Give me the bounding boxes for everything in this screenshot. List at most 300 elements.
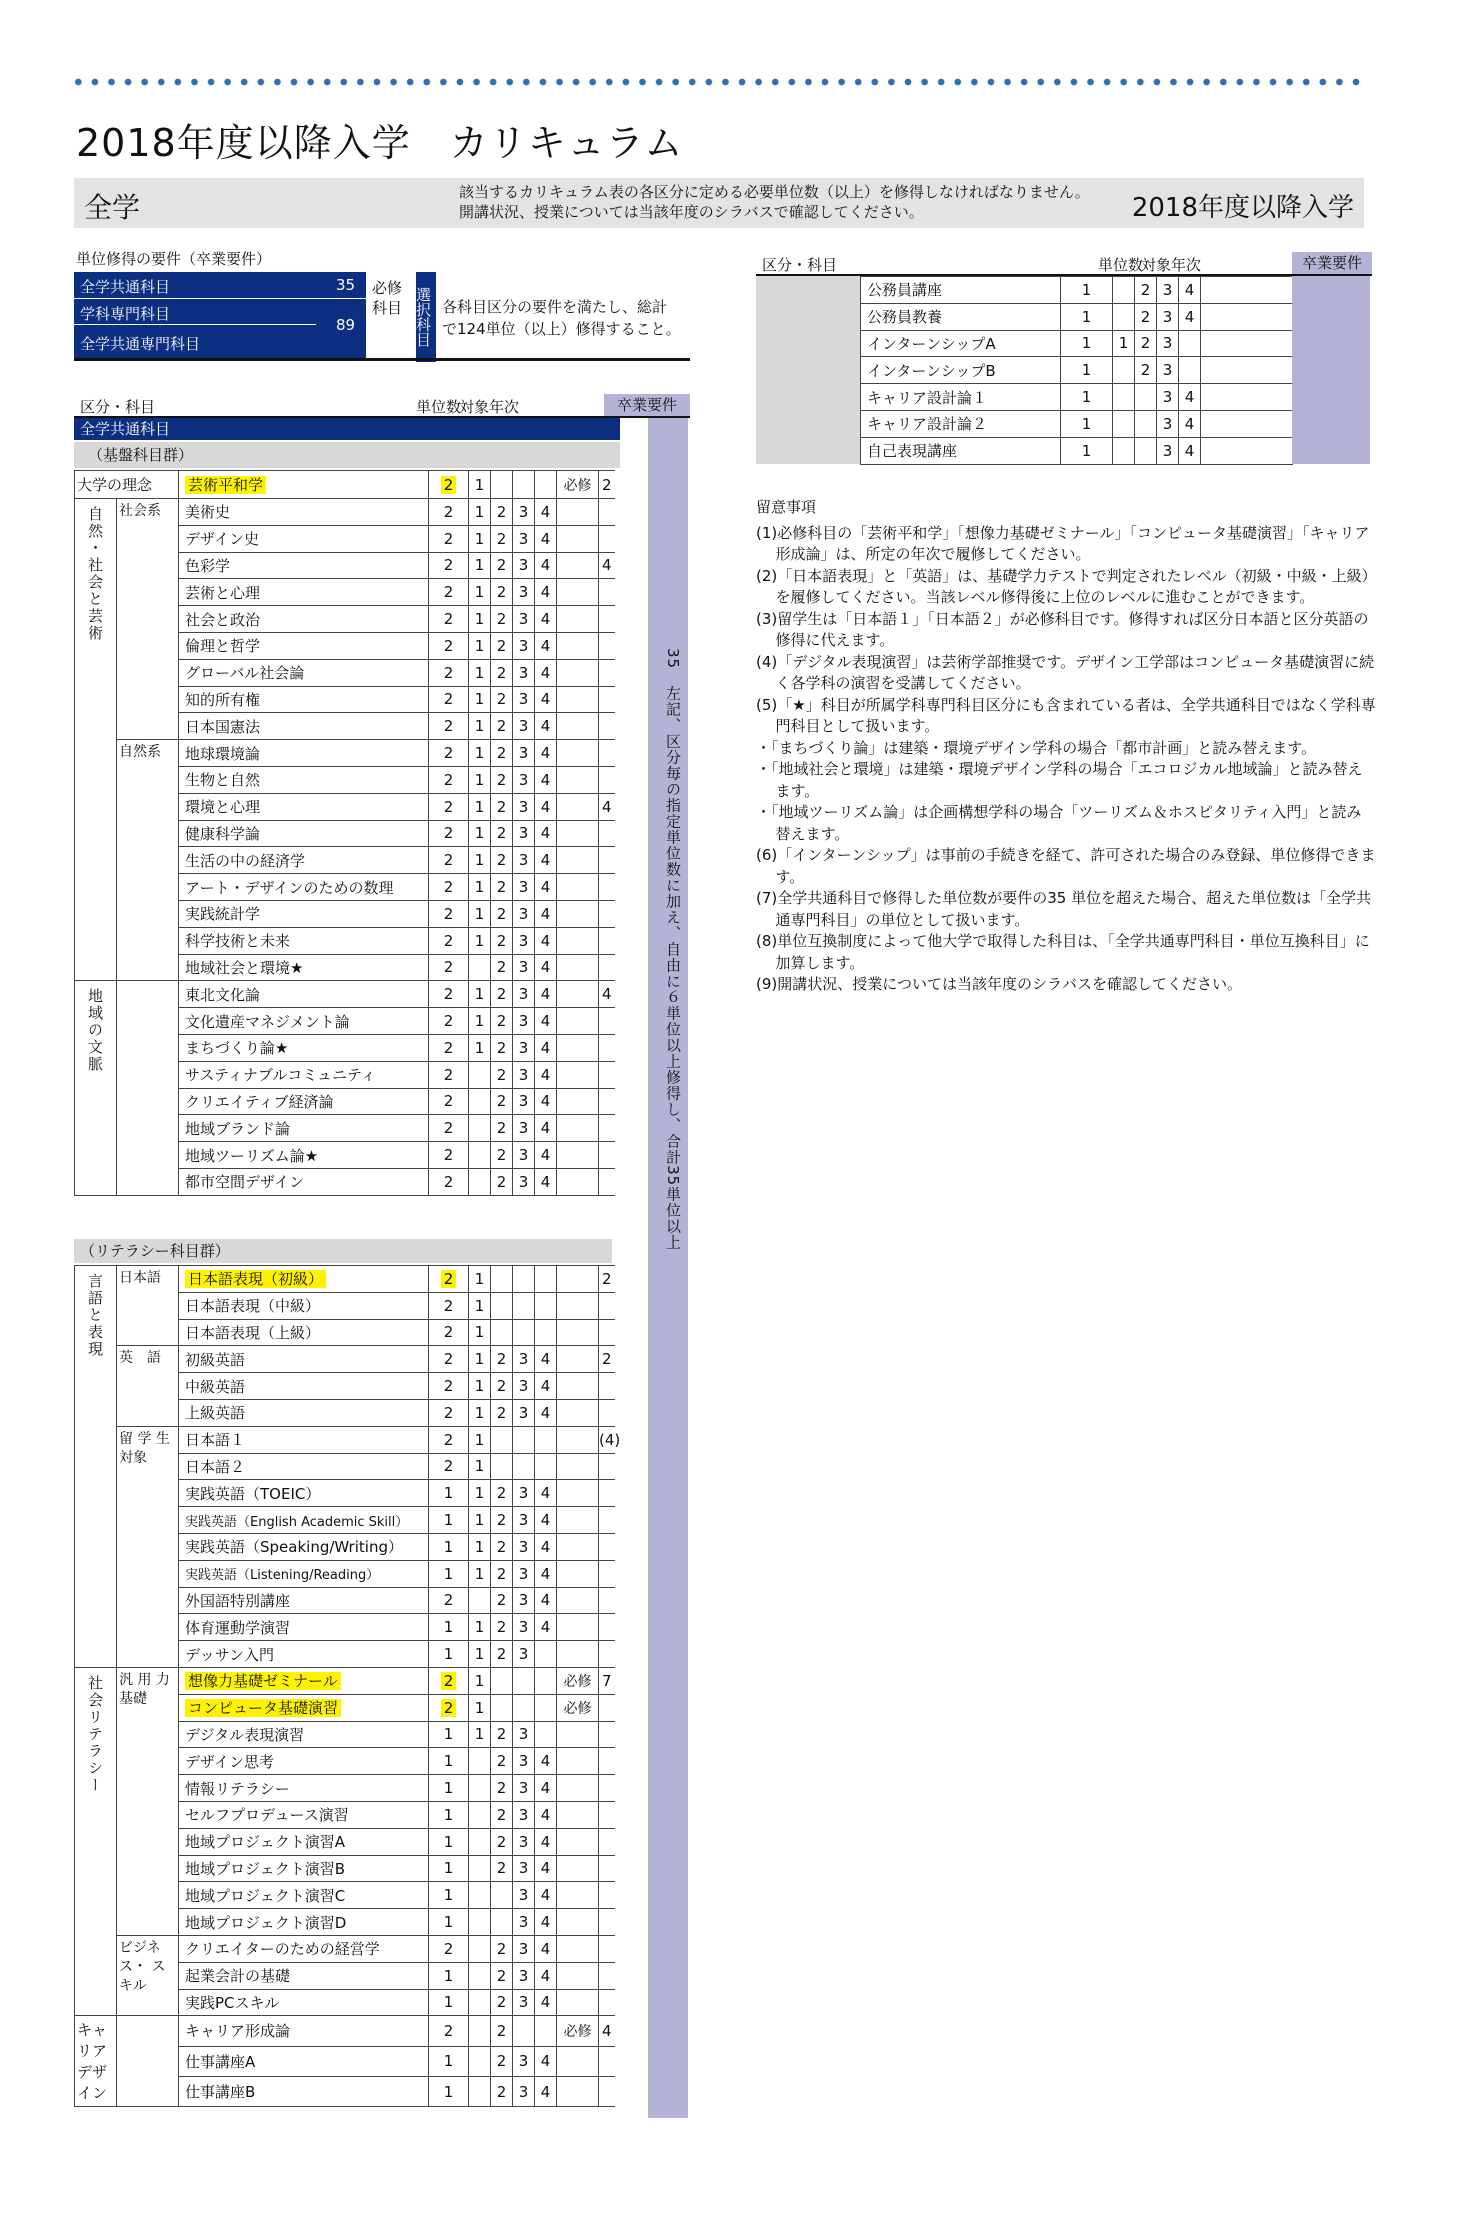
units-cell: 1: [429, 1480, 469, 1507]
required-cell: [557, 1426, 599, 1453]
year-cell: 1: [469, 1533, 491, 1560]
subject-name: 色彩学: [179, 552, 429, 579]
units-cell: 2: [429, 981, 469, 1008]
right-gray-block: [756, 276, 860, 464]
note-item: ・「まちづくり論」は建築・環境デザイン学科の場合「都市計画」と読み替えます。: [756, 738, 1317, 757]
table-row: [75, 1935, 615, 1962]
page-title: 2018年度以降入学 カリキュラム: [76, 121, 684, 165]
units-cell: 2: [429, 820, 469, 847]
required-cell: [557, 632, 599, 659]
year-cell: 1: [469, 1694, 491, 1721]
units-cell: 2: [429, 1168, 469, 1195]
year-cell: 4: [535, 1614, 557, 1641]
year-cell: 2: [491, 954, 513, 981]
required-cell: [557, 1373, 599, 1400]
required-cell: [557, 659, 599, 686]
year-cell: 1: [469, 1480, 491, 1507]
year-cell: 3: [513, 1614, 535, 1641]
required-cell: [557, 1775, 599, 1802]
grad-units-cell: [599, 1962, 615, 1989]
units-cell: 1: [1061, 410, 1113, 437]
year-cell: 2: [491, 713, 513, 740]
required-cell: [557, 1008, 599, 1035]
year-cell: [469, 1882, 491, 1909]
year-cell: 4: [1179, 277, 1201, 304]
subject-name: 日本語表現（上級）: [179, 1319, 429, 1346]
note-item: (8)単位互換制度によって他大学で取得した科目は、「全学共通専門科目・単位互換科目」に加算します。: [756, 932, 1370, 972]
grad-units-cell: [599, 525, 615, 552]
subject-name: 地域プロジェクト演習C: [179, 1882, 429, 1909]
units-cell: 1: [429, 1533, 469, 1560]
subject-name: 倫理と哲学: [179, 632, 429, 659]
year-cell: 3: [513, 1935, 535, 1962]
year-cell: 4: [535, 1168, 557, 1195]
year-cell: 2: [491, 1935, 513, 1962]
units-cell: 2: [429, 1399, 469, 1426]
required-cell: [557, 713, 599, 740]
year-cell: 3: [513, 1587, 535, 1614]
year-cell: 2: [491, 1480, 513, 1507]
units-cell: 2: [429, 686, 469, 713]
subject-name: 中級英語: [179, 1373, 429, 1400]
grad-units-cell: [599, 1480, 615, 1507]
year-cell: 4: [535, 766, 557, 793]
units-cell: 1: [429, 1721, 469, 1748]
year-cell: [491, 471, 513, 499]
year-cell: 4: [535, 686, 557, 713]
year-cell: 3: [513, 1909, 535, 1936]
subject-name: コンピュータ基礎演習: [179, 1694, 429, 1721]
required-cell: 必修: [557, 471, 599, 499]
subject-name: 公務員講座: [861, 277, 1061, 304]
required-cell: [557, 1061, 599, 1088]
subgroup-label: 社会系: [117, 499, 179, 740]
note-item: (3)留学生は「日本語１」「日本語２」が必修科目です。修得すれば区分日本語と区分英語の修得に代えます。: [756, 609, 1369, 649]
units-cell: 1: [429, 1641, 469, 1668]
note-item: (5)「★」科目が所属学科専門科目区分にも含まれている者は、全学共通科目ではなく学科専門科目として扱います。: [756, 695, 1376, 735]
year-cell: [469, 1989, 491, 2016]
required-cell: [557, 1507, 599, 1534]
year-cell: 2: [491, 659, 513, 686]
year-cell: 3: [513, 2046, 535, 2076]
year-cell: 1: [469, 552, 491, 579]
general-subjects-bar: 全学共通科目: [74, 418, 620, 440]
year-cell: 4: [535, 1989, 557, 2016]
year-cell: 4: [535, 954, 557, 981]
units-cell: 1: [429, 1614, 469, 1641]
subject-name: デザイン史: [179, 525, 429, 552]
subject-name: 環境と心理: [179, 793, 429, 820]
grad-units-cell: [599, 1989, 615, 2016]
year-cell: [535, 1694, 557, 1721]
year-cell: 4: [535, 981, 557, 1008]
year-cell: 1: [469, 1034, 491, 1061]
units-cell: 2: [429, 606, 469, 633]
year-cell: [469, 1801, 491, 1828]
year-cell: [469, 2046, 491, 2076]
requirements-box: [74, 272, 690, 358]
required-cell: [557, 2076, 599, 2106]
literacy-table: [74, 1265, 621, 2107]
year-cell: [513, 471, 535, 499]
year-cell: 4: [535, 1034, 557, 1061]
year-cell: [469, 1061, 491, 1088]
band-year: 2018年度以降入学: [1131, 193, 1354, 223]
units-cell: 2: [429, 847, 469, 874]
year-cell: [513, 1694, 535, 1721]
year-cell: 4: [535, 1560, 557, 1587]
subgroup-label: 汎 用 力 基礎: [117, 1667, 179, 1935]
year-cell: 1: [469, 874, 491, 901]
required-cell: [557, 1882, 599, 1909]
year-cell: 1: [469, 1641, 491, 1668]
units-cell: 2: [429, 1453, 469, 1480]
year-cell: [469, 1587, 491, 1614]
blank-cell: [1201, 277, 1293, 304]
year-cell: 1: [469, 471, 491, 499]
grad-units-cell: [599, 1614, 615, 1641]
required-cell: [557, 1480, 599, 1507]
year-cell: 1: [1113, 330, 1135, 357]
units-cell: 1: [429, 1989, 469, 2016]
blank-cell: [1201, 330, 1293, 357]
year-cell: 1: [469, 900, 491, 927]
year-cell: [513, 1266, 535, 1293]
year-cell: 2: [491, 2016, 513, 2046]
year-cell: 1: [469, 1008, 491, 1035]
units-cell: 2: [429, 499, 469, 526]
units-cell: 2: [429, 954, 469, 981]
year-cell: [535, 1292, 557, 1319]
year-cell: 2: [491, 900, 513, 927]
year-cell: 4: [535, 1748, 557, 1775]
year-cell: 4: [535, 1373, 557, 1400]
year-cell: 3: [1157, 330, 1179, 357]
subject-name: 実践PCスキル: [179, 1989, 429, 2016]
year-cell: 1: [469, 793, 491, 820]
year-cell: 3: [513, 1855, 535, 1882]
year-cell: 4: [535, 1088, 557, 1115]
blank-cell: [1201, 437, 1293, 464]
year-cell: 1: [469, 1266, 491, 1293]
subject-name: 日本語表現（初級）: [179, 1266, 429, 1293]
year-cell: 2: [1135, 303, 1157, 330]
required-cell: [557, 1909, 599, 1936]
units-cell: 1: [429, 2046, 469, 2076]
units-cell: 2: [429, 793, 469, 820]
req-row: 全学共通専門科目: [80, 335, 201, 353]
required-cell: [557, 1587, 599, 1614]
year-cell: 3: [513, 525, 535, 552]
year-cell: 4: [535, 1587, 557, 1614]
subject-name: 日本語２: [179, 1453, 429, 1480]
year-cell: 1: [469, 1667, 491, 1694]
year-cell: [491, 1667, 513, 1694]
year-cell: [491, 1694, 513, 1721]
year-cell: 2: [491, 1855, 513, 1882]
table-row: [861, 277, 1293, 304]
required-cell: [557, 525, 599, 552]
required-cell: [557, 1319, 599, 1346]
year-cell: [491, 1909, 513, 1936]
year-cell: 3: [1157, 437, 1179, 464]
year-cell: 1: [469, 1426, 491, 1453]
table-row: [75, 499, 615, 526]
grad-units-cell: 2: [599, 1346, 615, 1373]
year-cell: [1135, 410, 1157, 437]
grad-units-cell: [599, 686, 615, 713]
required-cell: [557, 1614, 599, 1641]
year-cell: [469, 1909, 491, 1936]
year-cell: [535, 1721, 557, 1748]
year-cell: 4: [535, 1855, 557, 1882]
subject-name: 自己表現講座: [861, 437, 1061, 464]
required-cell: [557, 579, 599, 606]
units-cell: 2: [429, 659, 469, 686]
units-cell: 2: [429, 1008, 469, 1035]
required-label: 必修科目: [372, 279, 403, 317]
grad-units-cell: 4: [599, 2016, 615, 2046]
section-label: 全学: [84, 191, 141, 224]
subject-name: 外国語特別講座: [179, 1587, 429, 1614]
year-cell: [1135, 384, 1157, 411]
year-cell: 3: [1157, 277, 1179, 304]
blank-cell: [1201, 410, 1293, 437]
grad-units-cell: [599, 1775, 615, 1802]
grad-units-cell: [599, 847, 615, 874]
subject-name: 知的所有権: [179, 686, 429, 713]
year-cell: 1: [469, 1346, 491, 1373]
notes-heading: 留意事項: [756, 498, 817, 516]
year-cell: 1: [469, 1507, 491, 1534]
section-band: [74, 178, 1364, 228]
year-cell: 4: [1179, 384, 1201, 411]
year-cell: 2: [491, 927, 513, 954]
grad-units-cell: 7: [599, 1667, 615, 1694]
required-cell: [557, 1560, 599, 1587]
units-cell: 2: [429, 1426, 469, 1453]
year-cell: 2: [491, 1088, 513, 1115]
year-cell: 3: [513, 606, 535, 633]
year-cell: 3: [513, 954, 535, 981]
year-cell: [535, 1667, 557, 1694]
units-cell: 2: [429, 1088, 469, 1115]
grad-units-cell: [599, 740, 615, 767]
subject-name: 生活の中の経済学: [179, 847, 429, 874]
grad-units-cell: [599, 820, 615, 847]
units-cell: 2: [429, 525, 469, 552]
units-cell: 2: [429, 713, 469, 740]
year-cell: 2: [1135, 330, 1157, 357]
year-cell: 2: [491, 1507, 513, 1534]
year-cell: [469, 1855, 491, 1882]
year-cell: 2: [491, 1962, 513, 1989]
year-cell: 3: [513, 713, 535, 740]
year-cell: 3: [513, 686, 535, 713]
year-cell: 1: [469, 525, 491, 552]
subject-name: 公務員教養: [861, 303, 1061, 330]
required-cell: [557, 793, 599, 820]
required-cell: [557, 1142, 599, 1169]
year-cell: 4: [535, 632, 557, 659]
year-cell: 4: [535, 874, 557, 901]
required-cell: [557, 1989, 599, 2016]
year-cell: 4: [535, 2046, 557, 2076]
year-cell: [1113, 277, 1135, 304]
subgroup-label: 英 語: [117, 1346, 179, 1426]
units-cell: 2: [429, 1292, 469, 1319]
units-cell: 1: [1061, 384, 1113, 411]
grad-units-cell: [599, 579, 615, 606]
subject-name: 地域社会と環境★: [179, 954, 429, 981]
year-cell: 3: [513, 927, 535, 954]
year-cell: 2: [491, 1399, 513, 1426]
units-cell: 1: [1061, 357, 1113, 384]
year-cell: 1: [469, 632, 491, 659]
year-cell: 3: [513, 1533, 535, 1560]
subject-name: グローバル社会論: [179, 659, 429, 686]
group-label: 大学の理念: [75, 471, 179, 499]
subject-name: 文化遺産マネジメント論: [179, 1008, 429, 1035]
year-cell: [535, 1426, 557, 1453]
subject-name: 都市空間デザイン: [179, 1168, 429, 1195]
subject-name: キャリア形成論: [179, 2016, 429, 2046]
grad-units-cell: [599, 1748, 615, 1775]
units-cell: 2: [429, 766, 469, 793]
year-cell: 4: [535, 1801, 557, 1828]
required-cell: [557, 1168, 599, 1195]
year-cell: [513, 1426, 535, 1453]
year-cell: 4: [535, 1882, 557, 1909]
units-cell: 2: [429, 1587, 469, 1614]
subject-name: 地域プロジェクト演習D: [179, 1909, 429, 1936]
required-cell: [557, 981, 599, 1008]
units-cell: 2: [429, 1346, 469, 1373]
year-cell: [469, 1088, 491, 1115]
required-cell: 必修: [557, 1694, 599, 1721]
table-row: [861, 357, 1293, 384]
grad-units-cell: [599, 1373, 615, 1400]
year-cell: 4: [1179, 303, 1201, 330]
year-cell: 4: [535, 1533, 557, 1560]
table-row: [75, 2016, 615, 2046]
table-row: [75, 471, 615, 499]
note-item: (6)「インターンシップ」は事前の手続きを経て、許可された場合のみ登録、単位修得できます。: [756, 846, 1376, 886]
year-cell: 4: [535, 820, 557, 847]
year-cell: 2: [491, 820, 513, 847]
year-cell: [491, 1319, 513, 1346]
grad-units-cell: [599, 1399, 615, 1426]
required-cell: [557, 874, 599, 901]
required-cell: [557, 954, 599, 981]
subject-name: 芸術平和学: [179, 471, 429, 499]
year-cell: [535, 471, 557, 499]
year-cell: 2: [491, 1034, 513, 1061]
year-cell: [469, 1962, 491, 1989]
required-cell: [557, 686, 599, 713]
year-cell: 1: [469, 740, 491, 767]
table-row: [75, 1266, 615, 1293]
year-cell: [513, 1667, 535, 1694]
subject-name: 実践英語（TOEIC）: [179, 1480, 429, 1507]
units-cell: 2: [429, 1694, 469, 1721]
year-cell: 4: [535, 1775, 557, 1802]
units-cell: 2: [429, 552, 469, 579]
subject-name: 社会と政治: [179, 606, 429, 633]
table-row: [861, 384, 1293, 411]
year-cell: 2: [491, 740, 513, 767]
note-item: ・「地域ツーリズム論」は企画構想学科の場合「ツーリズム＆ホスピタリティ入門」と読み替えます。: [756, 803, 1362, 843]
subject-name: サスティナブルコミュニティ: [179, 1061, 429, 1088]
year-cell: 4: [535, 1507, 557, 1534]
required-cell: [557, 1292, 599, 1319]
grad-units-cell: [599, 606, 615, 633]
year-cell: [513, 2016, 535, 2046]
grad-units-cell: [599, 1721, 615, 1748]
year-cell: 1: [469, 766, 491, 793]
subject-name: 仕事講座A: [179, 2046, 429, 2076]
year-cell: 1: [469, 1721, 491, 1748]
year-cell: [469, 1115, 491, 1142]
units-cell: 1: [429, 1909, 469, 1936]
grad-units-cell: [599, 766, 615, 793]
year-cell: 3: [513, 1088, 535, 1115]
year-cell: [491, 1292, 513, 1319]
subject-name: セルフプロデュース演習: [179, 1801, 429, 1828]
units-cell: 2: [429, 1667, 469, 1694]
required-cell: 必修: [557, 1667, 599, 1694]
units-cell: 2: [429, 1319, 469, 1346]
required-cell: [557, 927, 599, 954]
year-cell: 2: [491, 686, 513, 713]
units-cell: 2: [429, 632, 469, 659]
year-cell: 4: [535, 2076, 557, 2106]
year-cell: [491, 1266, 513, 1293]
subject-name: 健康科学論: [179, 820, 429, 847]
year-cell: 2: [491, 1775, 513, 1802]
subgroup-label: 自然系: [117, 740, 179, 981]
year-cell: 2: [491, 579, 513, 606]
year-cell: 2: [491, 874, 513, 901]
grad-units-cell: [599, 1168, 615, 1195]
year-cell: 2: [491, 793, 513, 820]
grad-units-cell: [599, 1061, 615, 1088]
table-row: [75, 1346, 615, 1373]
subject-name: デザイン思考: [179, 1748, 429, 1775]
right-table: [860, 276, 1293, 465]
year-cell: 3: [513, 1480, 535, 1507]
required-cell: [557, 1115, 599, 1142]
group-label: キャリア デザイン: [75, 2016, 117, 2107]
subject-name: 地域ツーリズム論★: [179, 1142, 429, 1169]
year-cell: 3: [513, 874, 535, 901]
required-cell: [557, 740, 599, 767]
elective-text: 各科目区分の要件を満たし、総計 で124単位（以上）修得すること。: [442, 298, 681, 338]
year-cell: 4: [535, 1346, 557, 1373]
year-cell: 2: [491, 1115, 513, 1142]
year-cell: 3: [513, 1115, 535, 1142]
grad-units-cell: [599, 2046, 615, 2076]
group-label: 言語と表現: [75, 1266, 117, 1668]
literacy-group-bar: （リテラシー科目群）: [74, 1239, 612, 1263]
year-cell: 2: [491, 1721, 513, 1748]
year-cell: 3: [513, 1641, 535, 1668]
year-cell: 3: [513, 1882, 535, 1909]
year-cell: 4: [535, 793, 557, 820]
subject-name: デジタル表現演習: [179, 1721, 429, 1748]
year-cell: 3: [513, 499, 535, 526]
req-units-combined: 89: [336, 316, 356, 334]
